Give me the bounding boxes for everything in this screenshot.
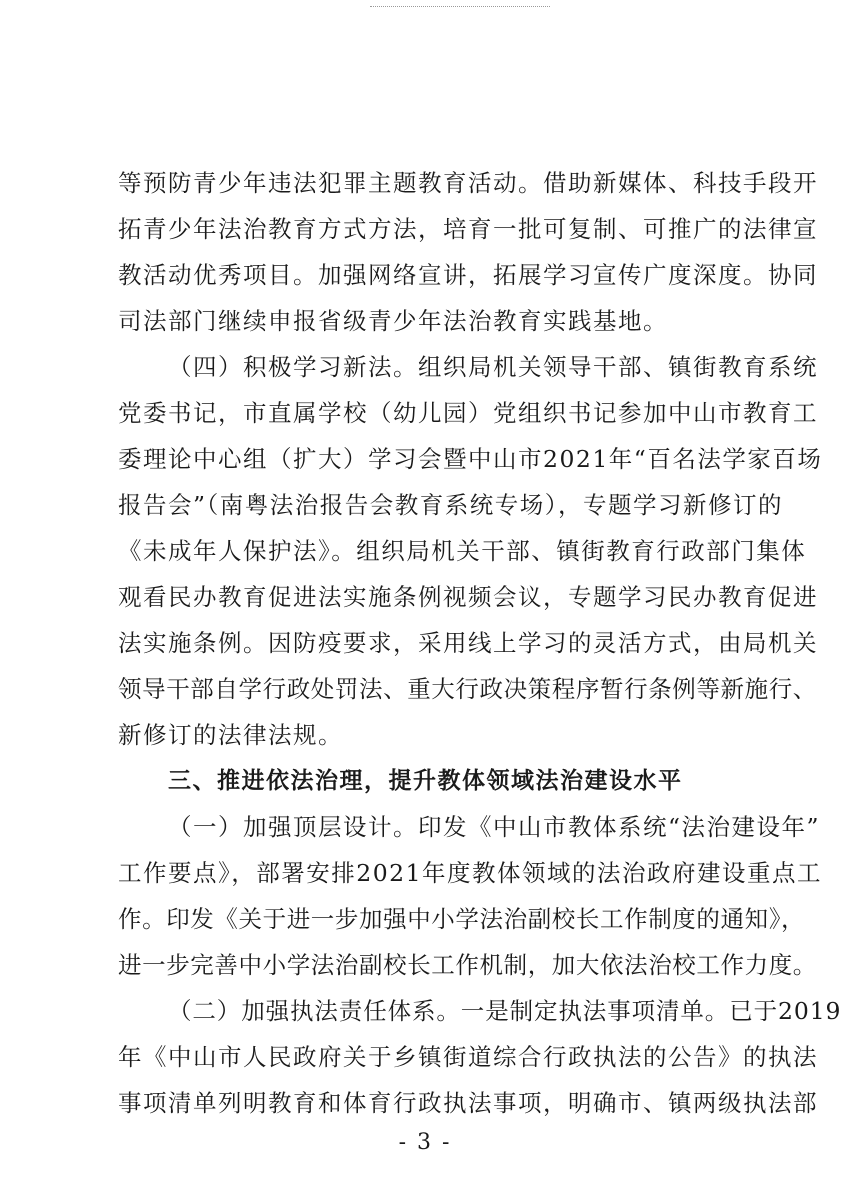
subsection-one-heading: （一）加强顶层设计。印发《中山市教体系统“法治建设年” — [168, 813, 821, 841]
section-four-heading: （四）积极学习新法。组织局机关领导干部、镇街教育系统 — [168, 353, 818, 381]
text-line: 等预防青少年违法犯罪主题教育活动。借助新媒体、科技手段开 — [118, 169, 818, 197]
page-number: - 3 - — [398, 1130, 452, 1155]
text-line: 事项清单列明教育和体育行政执法事项，明确市、镇两级执法部 — [118, 1089, 818, 1117]
text-line: 教活动优秀项目。加强网络宣讲，拓展学习宣传广度深度。协同 — [118, 261, 818, 289]
text-line: 领导干部自学行政处罚法、重大行政决策程序暂行条例等新施行、 — [118, 675, 817, 703]
text-line: 司法部门继续申报省级青少年法治教育实践基地。 — [118, 307, 668, 335]
text-line: 《未成年人保护法》。组织局机关干部、镇街教育行政部门集体 — [118, 537, 807, 565]
section-three-heading: 三、推进依法治理，提升教体领域法治建设水平 — [168, 768, 683, 794]
text-line: 报告会”（南粤法治报告会教育系统专场），专题学习新修订的 — [118, 491, 784, 519]
subsection-two-heading: （二）加强执法责任体系。一是制定执法事项清单。已于2019 — [168, 997, 842, 1025]
text-line: 工作要点》，部署安排2021年度教体领域的法治政府建设重点工 — [118, 859, 823, 887]
text-line: 拓青少年法治教育方式方法，培育一批可复制、可推广的法律宣 — [118, 215, 818, 243]
text-line: 观看民办教育促进法实施条例视频会议，专题学习民办教育促进 — [118, 583, 818, 611]
text-line: 进一步完善中小学法治副校长工作机制，加大依法治校工作力度。 — [118, 951, 817, 979]
text-line: 法实施条例。因防疫要求，采用线上学习的灵活方式，由局机关 — [118, 629, 818, 657]
text-line: 党委书记，市直属学校（幼儿园）党组织书记参加中山市教育工 — [118, 399, 818, 427]
scan-artifact — [370, 6, 550, 9]
text-line: 委理论中心组（扩大）学习会暨中山市2021年“百名法学家百场 — [118, 445, 823, 473]
text-line: 年《中山市人民政府关于乡镇街道综合行政执法的公告》的执法 — [118, 1043, 818, 1071]
text-line: 新修订的法律法规。 — [118, 721, 343, 749]
text-line: 作。印发《关于进一步加强中小学法治副校长工作制度的通知》， — [118, 905, 806, 933]
